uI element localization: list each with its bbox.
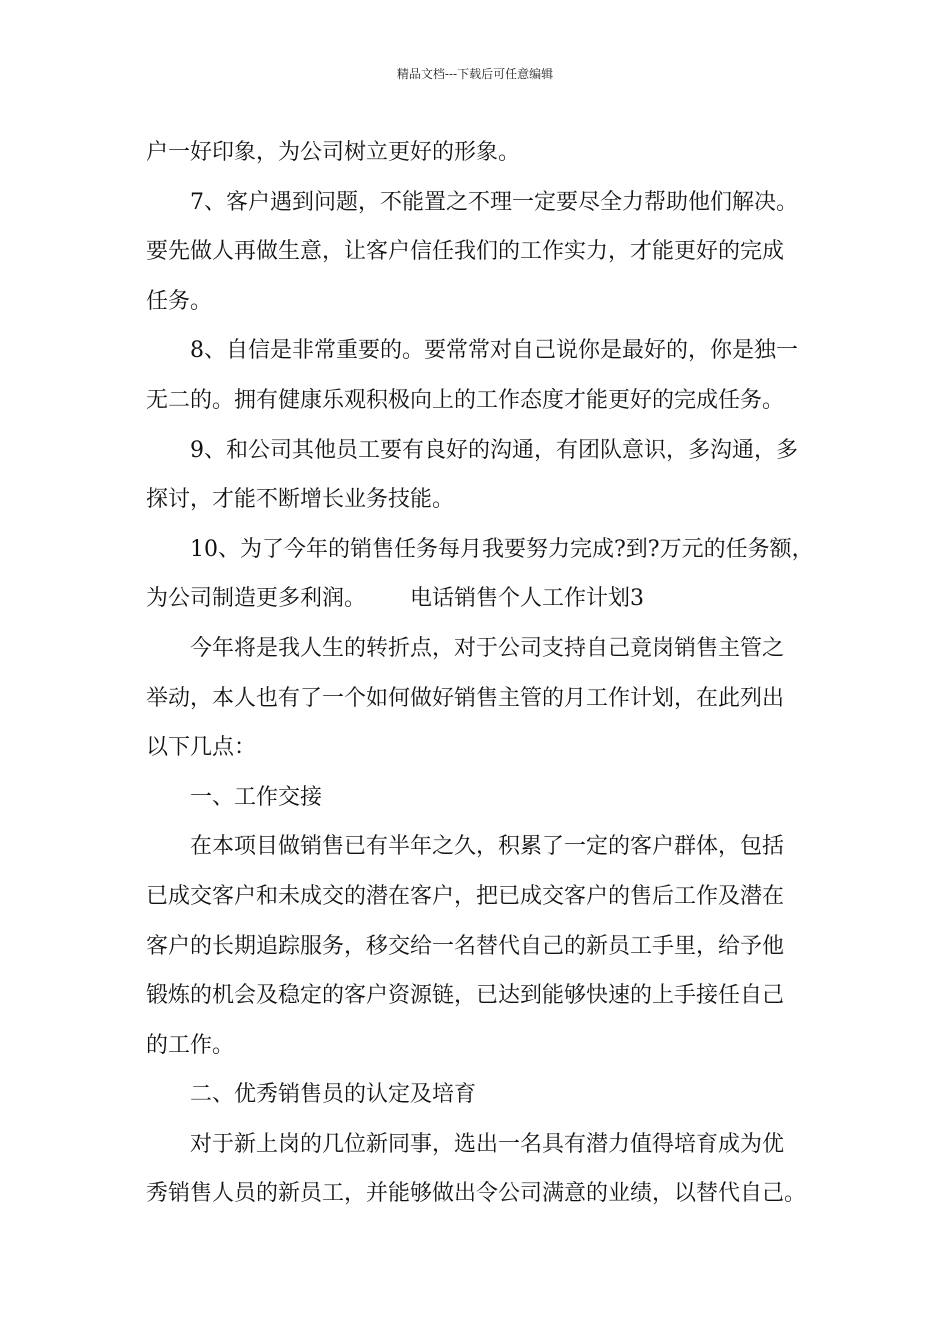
text-line: 为公司制造更多利润。	[146, 586, 367, 612]
text-line-with-heading	[146, 574, 826, 624]
document-body	[146, 128, 826, 1219]
text-line: 已成交客户和未成交的潜在客户，把已成交客户的售后工作及潜在	[146, 883, 785, 909]
text-line: 对于新上岗的几位新同事，选出一名具有潜力值得培育成为优	[190, 1131, 785, 1157]
text-line: 的工作。	[146, 1032, 235, 1058]
text-line: 在本项目做销售已有半年之久，积累了一定的客户群体，包括	[190, 834, 785, 860]
text-line: 10、为了今年的销售任务每月我要努力完成?到?万元的任务额，	[190, 536, 814, 562]
section-heading: 电话销售个人工作计划3	[410, 586, 645, 612]
text-line: 8、自信是非常重要的。要常常对自己说你是最好的，你是独一	[190, 338, 798, 364]
subheading: 二、优秀销售员的认定及培育	[190, 1082, 477, 1108]
text-line: 任务。	[146, 288, 213, 314]
text-line: 无二的。拥有健康乐观积极向上的工作态度才能更好的完成任务。	[146, 387, 785, 413]
text-line: 今年将是我人生的转折点，对于公司支持自己竟岗销售主管之	[190, 635, 785, 661]
text-line: 锻炼的机会及稳定的客户资源链，已达到能够快速的上手接任自己	[146, 983, 785, 1009]
page-header: 精品文档---下载后可任意编辑	[396, 67, 554, 81]
text-line: 要先做人再做生意，让客户信任我们的工作实力，才能更好的完成	[146, 239, 785, 265]
text-line: 客户的长期追踪服务，移交给一名替代自己的新员工手里，给予他	[146, 933, 785, 959]
subheading: 一、工作交接	[190, 784, 323, 810]
text-line: 秀销售人员的新员工，并能够做出令公司满意的业绩，以替代自己。	[146, 1181, 807, 1207]
text-line: 9、和公司其他员工要有良好的沟通，有团队意识，多沟通，多	[190, 437, 798, 463]
text-line: 举动，本人也有了一个如何做好销售主管的月工作计划，在此列出	[146, 685, 785, 711]
text-line: 户一好印象，为公司树立更好的形象。	[146, 140, 521, 165]
text-line: 探讨，才能不断增长业务技能。	[146, 487, 455, 513]
text-line: 以下几点：	[146, 735, 257, 761]
text-line: 7、客户遇到问题，不能置之不理一定要尽全力帮助他们解决。	[190, 189, 798, 215]
